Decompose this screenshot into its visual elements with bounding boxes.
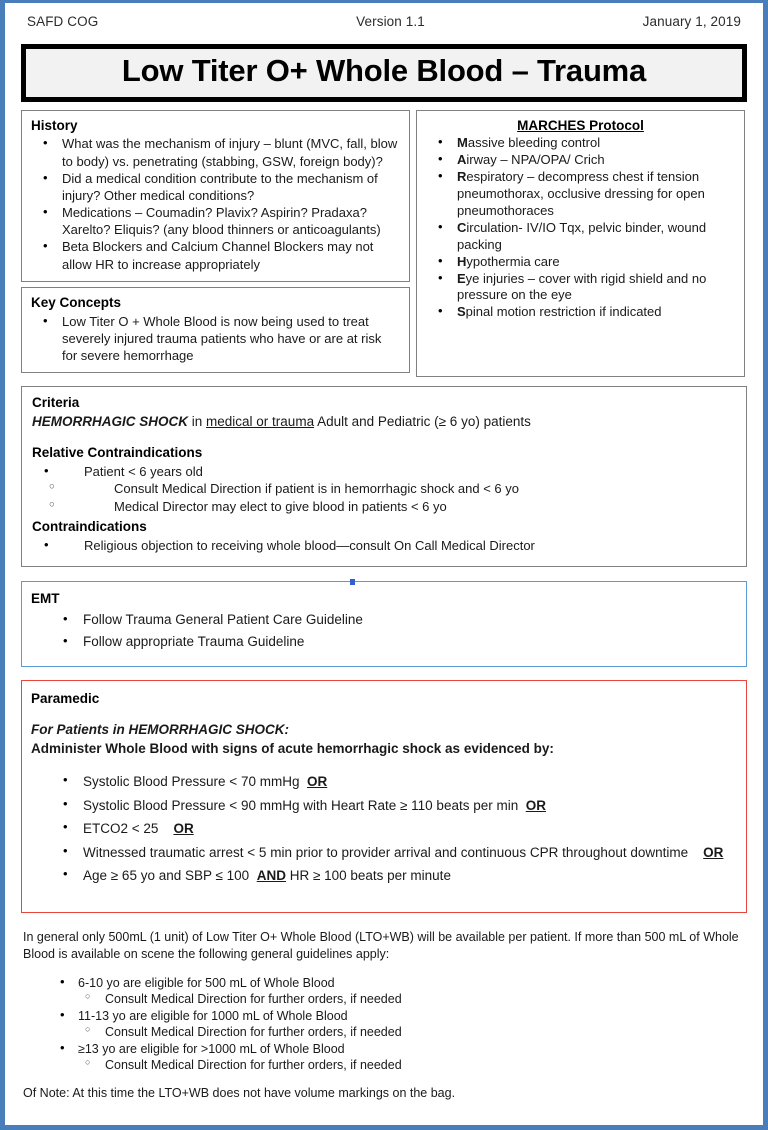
list-item xyxy=(426,220,735,254)
marches-text: ye injuries – cover with rigid shield and no pressure on the eye xyxy=(457,270,707,303)
criterion-operator: OR xyxy=(703,844,724,860)
marches-text: ypothermia care xyxy=(466,253,560,269)
sub-list-item: ○ Consult Medical Direction for further orders, if needed xyxy=(23,1057,745,1074)
list-item: • Did a medical condition contribute to the mechanism of injury? Other medical conditions? xyxy=(31,170,400,204)
marches-heading: MARCHES Protocol xyxy=(517,117,644,133)
sub-list-item: ○ Consult Medical Direction if patient is in hemorrhagic shock and < 6 yo xyxy=(32,480,736,498)
sub-list-item: ○ Consult Medical Direction for further orders, if needed xyxy=(23,1024,745,1041)
list-item: • What was the mechanism of injury – blunt (MVC, fall, blow to body) vs. penetrating (stabbing, GSW, foreign body)? xyxy=(31,135,400,169)
list-item xyxy=(31,796,737,816)
footer-paragraph: In general only 500mL (1 unit) of Low Titer O+ Whole Blood (LTO+WB) will be available per patient. If more than 500 mL of Whole Blood is available on scene the following general guidelines apply: xyxy=(23,930,739,962)
title-banner xyxy=(21,44,747,102)
marches-initial: H xyxy=(457,253,467,269)
list-item xyxy=(426,169,735,220)
paramedic-criteria-list xyxy=(31,772,737,886)
criterion-text: Witnessed traumatic arrest < 5 min prior to provider arrival and continuous CPR throughout downtime xyxy=(83,844,689,860)
volume-guideline-sublist xyxy=(23,1057,745,1074)
volume-guideline-list xyxy=(23,1008,745,1024)
criterion-operator: AND xyxy=(256,868,286,884)
history-list xyxy=(31,135,400,272)
list-item xyxy=(31,772,737,792)
criterion-text: Age ≥ 65 yo and SBP ≤ 100 xyxy=(83,868,250,884)
page-title: Low Titer O+ Whole Blood – Trauma xyxy=(121,53,647,88)
list-item: • Beta Blockers and Calcium Channel Blockers may not allow HR to increase appropriately xyxy=(31,238,400,272)
relative-contraindications-heading: Relative Contraindications xyxy=(32,444,203,460)
marches-initial: M xyxy=(457,135,468,151)
list-item: • Medications – Coumadin? Plavix? Aspirin? Pradaxa? Xarelto? Eliquis? (any blood thinners or anticoagulants) xyxy=(31,204,400,238)
list-item: • 11-13 yo are eligible for 1000 mL of Whole Blood xyxy=(23,1008,745,1024)
emt-box xyxy=(21,581,747,667)
criterion-operator: OR xyxy=(525,797,546,813)
footer-notes xyxy=(23,929,745,1102)
list-item: • Follow appropriate Trauma Guideline xyxy=(31,631,737,653)
criteria-shock-phrase: HEMORRHAGIC SHOCK xyxy=(32,414,189,430)
header-agency: SAFD COG xyxy=(27,14,99,29)
relative-contraindications-sublist xyxy=(32,480,736,517)
list-item xyxy=(31,843,737,863)
list-item xyxy=(426,254,735,271)
paramedic-box xyxy=(21,680,747,913)
sub-list-item: ○ Medical Director may elect to give blood in patients < 6 yo xyxy=(32,498,736,516)
criteria-mid: in xyxy=(188,414,207,430)
marches-initial: S xyxy=(457,304,466,320)
volume-guideline-sublist xyxy=(23,991,745,1008)
marches-text: irway – NPA/OPA/ Crich xyxy=(466,152,605,168)
header-version: Version 1.1 xyxy=(356,14,425,29)
header-date: January 1, 2019 xyxy=(642,14,741,29)
key-concepts-heading: Key Concepts xyxy=(31,294,122,310)
document-sheet xyxy=(5,3,763,1125)
list-item xyxy=(426,271,735,305)
marches-text: pinal motion restriction if indicated xyxy=(465,304,662,320)
marches-text: assive bleeding control xyxy=(467,135,601,151)
contraindications-heading: Contraindications xyxy=(32,518,147,534)
criterion-text: Systolic Blood Pressure < 70 mmHg xyxy=(83,774,300,790)
list-item xyxy=(31,819,737,839)
criteria-underlined: medical or trauma xyxy=(206,414,315,430)
list-item xyxy=(426,152,735,169)
sub-list-item: ○ Consult Medical Direction for further orders, if needed xyxy=(23,991,745,1008)
relative-contraindications-list xyxy=(32,463,736,480)
footer-note: Of Note: At this time the LTO+WB does not have volume markings on the bag. xyxy=(23,1086,456,1101)
right-column xyxy=(416,110,745,377)
list-item: • 6-10 yo are eligible for 500 mL of Whole Blood xyxy=(23,975,745,991)
list-item xyxy=(31,866,737,886)
criteria-end: Adult and Pediatric (≥ 6 yo) patients xyxy=(314,414,531,430)
paramedic-heading: Paramedic xyxy=(31,690,100,706)
marches-text: espiratory – decompress chest if tension pneumothorax, occlusive dressing for open pneumothoraces xyxy=(457,169,705,218)
marches-initial: R xyxy=(457,169,467,185)
criteria-heading: Criteria xyxy=(32,394,80,410)
marches-box xyxy=(416,110,745,377)
document-header xyxy=(17,11,751,29)
criteria-statement xyxy=(32,412,736,432)
volume-guideline-list xyxy=(23,1041,745,1057)
list-item: • Follow Trauma General Patient Care Guideline xyxy=(31,609,737,631)
list-item xyxy=(426,135,735,152)
list-item xyxy=(426,304,735,321)
anchor-handle-icon xyxy=(350,579,355,585)
criterion-operator: OR xyxy=(306,774,328,790)
list-item: • Religious objection to receiving whole blood—consult On Call Medical Director xyxy=(32,537,736,554)
criterion-operator: OR xyxy=(173,821,194,837)
left-column xyxy=(21,110,410,373)
list-item: • Low Titer O + Whole Blood is now being used to treat severely injured trauma patients who have or are at risk for severe hemorrhage xyxy=(31,313,400,364)
paramedic-lead-bold: Administer Whole Blood with signs of acute hemorrhagic shock as evidenced by: xyxy=(31,741,554,757)
criteria-box xyxy=(21,386,747,567)
upper-columns xyxy=(21,110,747,377)
marches-text: irculation- IV/IO Tqx, pelvic binder, wound packing xyxy=(457,219,707,252)
list-item: • Patient < 6 years old xyxy=(32,463,736,480)
contraindications-list xyxy=(32,537,736,554)
criterion-tail: HR ≥ 100 beats per minute xyxy=(285,868,451,884)
emt-heading: EMT xyxy=(31,590,60,606)
list-item: • ≥13 yo are eligible for >1000 mL of Whole Blood xyxy=(23,1041,745,1057)
key-concepts-box xyxy=(21,287,410,373)
criterion-text: Systolic Blood Pressure < 90 mmHg with Heart Rate ≥ 110 beats per min xyxy=(83,797,519,813)
marches-list xyxy=(426,135,735,321)
marches-initial: C xyxy=(457,219,467,235)
criterion-text: ETCO2 < 25 xyxy=(83,821,159,837)
paramedic-lead-italic: For Patients in HEMORRHAGIC SHOCK: xyxy=(31,722,290,738)
volume-guideline-sublist xyxy=(23,1024,745,1041)
history-box xyxy=(21,110,410,282)
marches-initial: A xyxy=(457,152,467,168)
history-heading: History xyxy=(31,117,78,133)
emt-list xyxy=(31,609,737,653)
volume-guideline-list xyxy=(23,975,745,991)
key-concepts-list xyxy=(31,313,400,364)
marches-initial: E xyxy=(457,270,466,286)
